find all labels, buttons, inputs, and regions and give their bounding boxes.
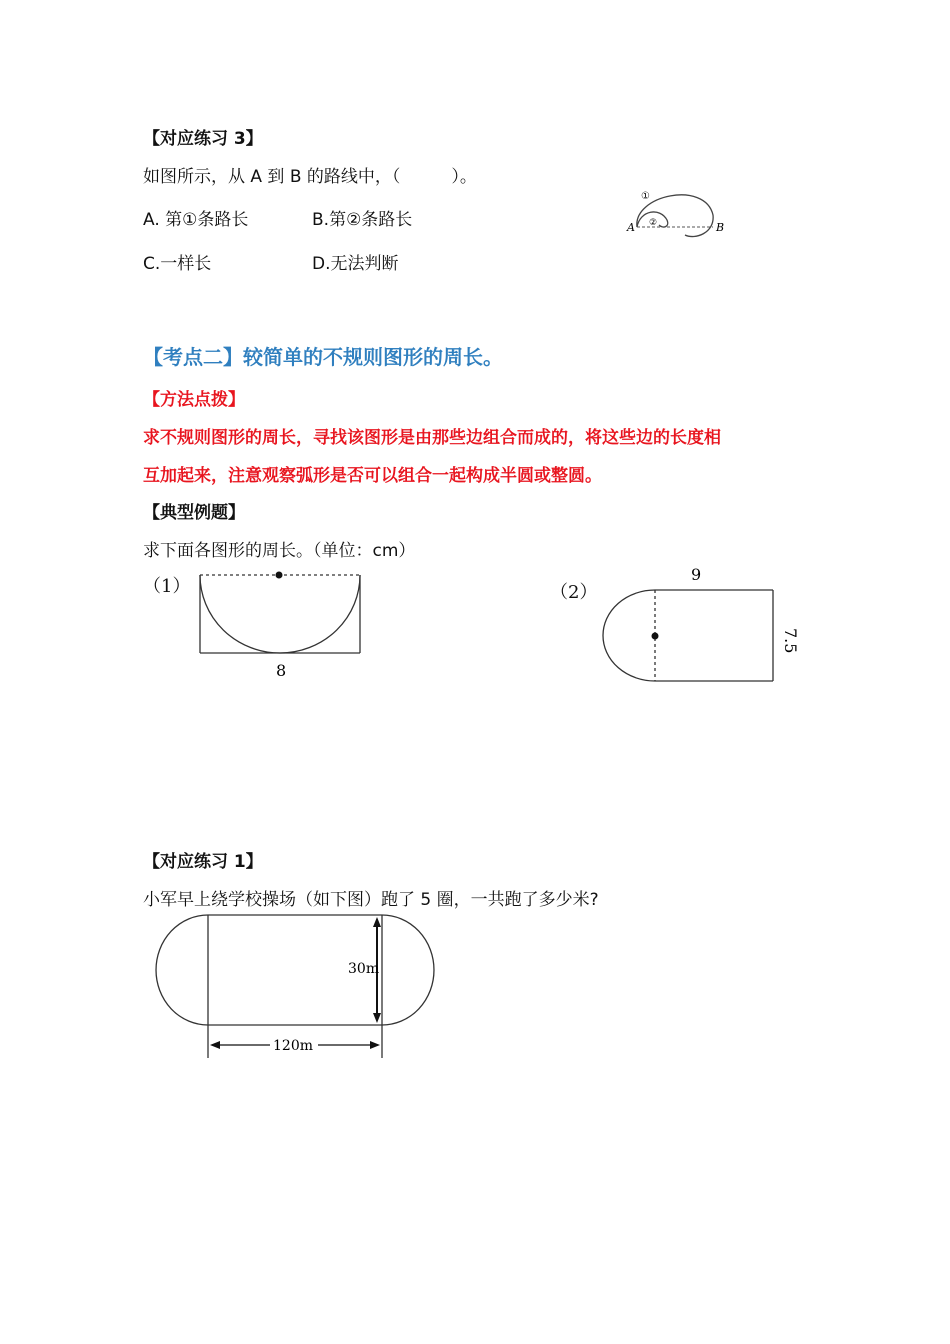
figure2-semicircle-arc <box>603 590 655 681</box>
figure2-diagram <box>595 560 810 690</box>
option-d: D.无法判断 <box>312 254 399 274</box>
figure1-center-dot <box>276 572 283 579</box>
example-heading: 【典型例题】 <box>143 503 245 523</box>
route-diagram <box>625 185 735 250</box>
playground-left-arc <box>156 915 208 1025</box>
figure1-label: （1） <box>143 576 191 597</box>
figure2-side-length: 7.5 <box>781 628 800 654</box>
playground-right-arc <box>382 915 434 1025</box>
figure2-label: （2） <box>550 582 598 603</box>
practice3-question: 如图所示，从 A 到 B 的路线中，（ ）。 <box>143 167 477 187</box>
point-a-label: A <box>627 221 635 234</box>
figure2-center-dot <box>652 633 659 640</box>
option-b: B.第②条路长 <box>312 210 413 230</box>
example-question: 求下面各图形的周长。（单位：cm） <box>143 541 416 561</box>
length-label: 120m <box>273 1038 313 1054</box>
point-b-label: B <box>716 221 725 234</box>
height-label: 30m <box>348 961 380 977</box>
figure1-diagram <box>190 565 370 685</box>
option-c: C.一样长 <box>143 254 212 274</box>
option-a: A. 第①条路长 <box>143 210 249 230</box>
section2-heading: 【考点二】较简单的不规则图形的周长。 <box>143 345 503 369</box>
method-line-2: 互加起来，注意观察弧形是否可以组合一起构成半圆或整圆。 <box>143 466 602 486</box>
length-arrow-left-head <box>210 1041 220 1049</box>
figure2-top-length: 9 <box>691 565 702 584</box>
height-arrow-bottom-head <box>373 1013 381 1023</box>
practice3-heading: 【对应练习 3】 <box>143 129 263 149</box>
route-2-label: ② <box>649 218 658 228</box>
figure1-bottom-length: 8 <box>276 661 287 680</box>
height-arrow-top-head <box>373 917 381 927</box>
method-line-1: 求不规则图形的周长，寻找该图形是由那些边组合而成的，将这些边的长度相 <box>143 428 721 448</box>
playground-diagram <box>150 910 445 1060</box>
practice1-question: 小军早上绕学校操场（如下图）跑了 5 圈，一共跑了多少米? <box>143 890 599 910</box>
method-heading: 【方法点拨】 <box>143 390 245 410</box>
practice1-heading: 【对应练习 1】 <box>143 852 263 872</box>
route-1-label: ① <box>641 191 650 202</box>
figure1-semicircle-arc <box>200 575 360 653</box>
length-arrow-right-head <box>370 1041 380 1049</box>
